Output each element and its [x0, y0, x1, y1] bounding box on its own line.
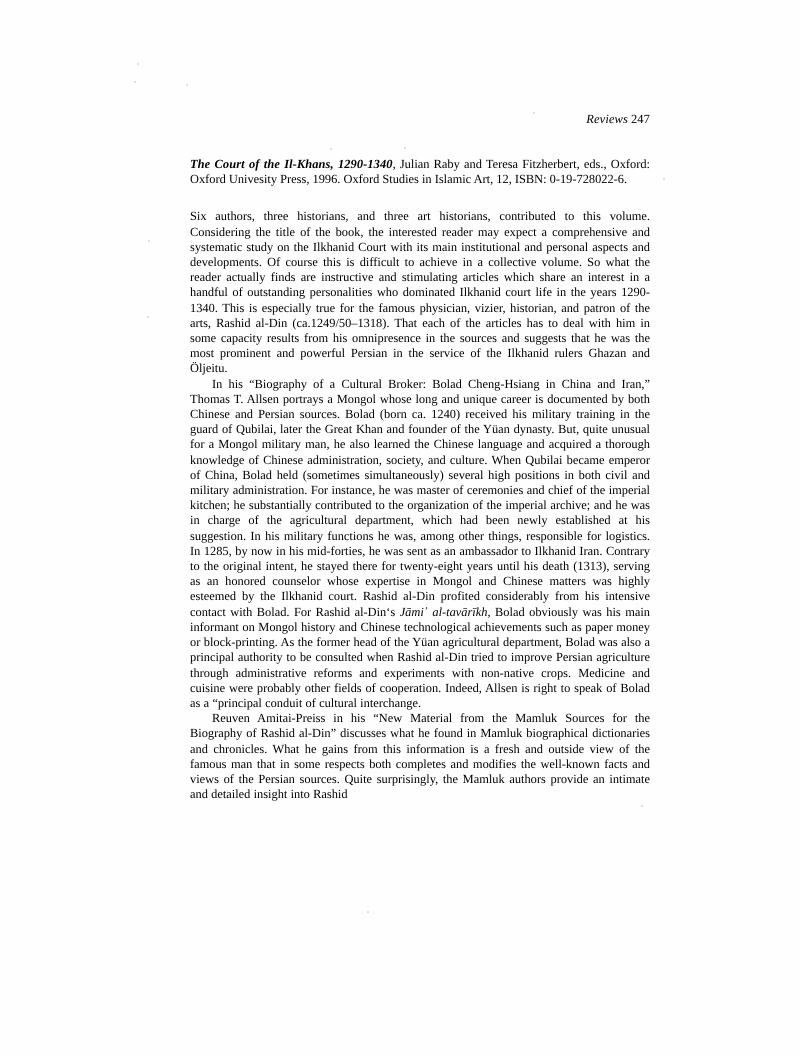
running-head-page-number: 247 — [630, 112, 650, 126]
scan-speck — [641, 805, 643, 807]
scan-speck — [367, 911, 369, 913]
scan-speck — [134, 81, 136, 83]
citation-details: , Julian Raby and Teresa Fitzherbert, eds., Oxford: Oxford Univesity Press, 1996. Oxford Studies in Islamic Art, 12, ISBN: 0-19-728022-6. — [190, 157, 651, 187]
scan-speck — [147, 316, 149, 318]
running-head — [190, 112, 650, 127]
scan-speck — [663, 178, 665, 180]
work-title-jami-al-tavarikh: Jāmi᾿ al-tavārīkh — [399, 604, 488, 619]
book-title: The Court of the Il-Khans, 1290-1340 — [190, 157, 393, 171]
review-paragraph-1: Six authors, three historians, and three art historians, contributed to this volume. Considering the title of the book, the interested reader may expect a comprehensive and systematic study on the Ilkhanid Court with its main institutional and personal aspects and developments. Of course this is difficult to achieve in a collective volume. So what the reader actually finds are instructive and stimulating articles which share an interest in a handful of outstanding personalities who dominated Ilkhanid court life in the years 1290-1340. This is especially true for the famous physician, vizier, historian, and patron of the arts, Rashid al-Din (ca.1249/50–1318). That each of the articles has to deal with him in some capacity results from his omnipresence in the sources and suggests that he was the most prominent and powerful Persian in the service of the Ilkhanid rulers Ghazan and Öljeitu. — [190, 209, 650, 376]
book-citation — [190, 157, 650, 187]
scan-speck — [186, 84, 188, 86]
paragraph-2-text-after-title: , Bolad obviously was his main informant on Mongol history and Chinese technological achievements such as paper money or block-printing. As the former head of the Yüan agricultural department, Bolad was also a principal authority to be consulted when Rashid al-Din tried to improve Persian agriculture through administrative reforms and experiments with non-native crops. Medicine and cuisine were probably other fields of cooperation. Indeed, Allsen is right to speak of Bolad as a “principal conduit of cultural interchange. — [190, 604, 650, 710]
review-paragraph-2 — [190, 377, 650, 711]
scan-speck — [148, 240, 150, 242]
running-head-label: Reviews — [586, 112, 628, 126]
page-text-column — [190, 112, 650, 802]
review-paragraph-3: Reuven Amitai-Preiss in his “New Material from the Mamluk Sources for the Biography of Rashid al-Din” discusses what he found in Mamluk biographical dictionaries and chronicles. What he gains from this information is a fresh and outside view of the famous man that in some respects both completes and modifies the well-known facts and views of the Persian sources. Quite surprisingly, the Mamluk authors provide an intimate and detailed insight into Rashid — [190, 711, 650, 802]
scan-speck — [137, 63, 139, 65]
paragraph-2-text-before-title: In his “Biography of a Cultural Broker: Bolad Cheng-Hsiang in China and Iran,” Thomas T. Allsen portrays a Mongol whose long and unique career is documented by both Chinese and Persian sources. Bolad (born ca. 1240) received his military training in the guard of Qubilai, later the Great Khan and founder of the Yüan dynasty. But, quite unusual for a Mongol military man, he also learned the Chinese language and acquired a thorough knowledge of Chinese administration, society, and culture. When Qubilai became emperor of China, Bolad held (sometimes simultaneously) several high positions in both civil and military administration. For instance, he was master of ceremonies and chief of the imperial kitchen; he substantially contributed to the organization of the imperial archive; and he was in charge of the agricultural department, which had been newly established at his suggestion. In his military functions he was, among other things, responsible for logistics. In 1285, by now in his mid-forties, he was sent as an ambassador to Ilkhanid Iran. Contrary to the original intent, he stayed there for twenty-eight years until his death (1313), serving as an honored counselor whose expertise in Mongol and Chinese matters was highly esteemed by the Ilkhanid court. Rashid al-Din profited considerably from his intensive contact with Bolad. For Rashid al-Din‘s — [190, 376, 650, 619]
